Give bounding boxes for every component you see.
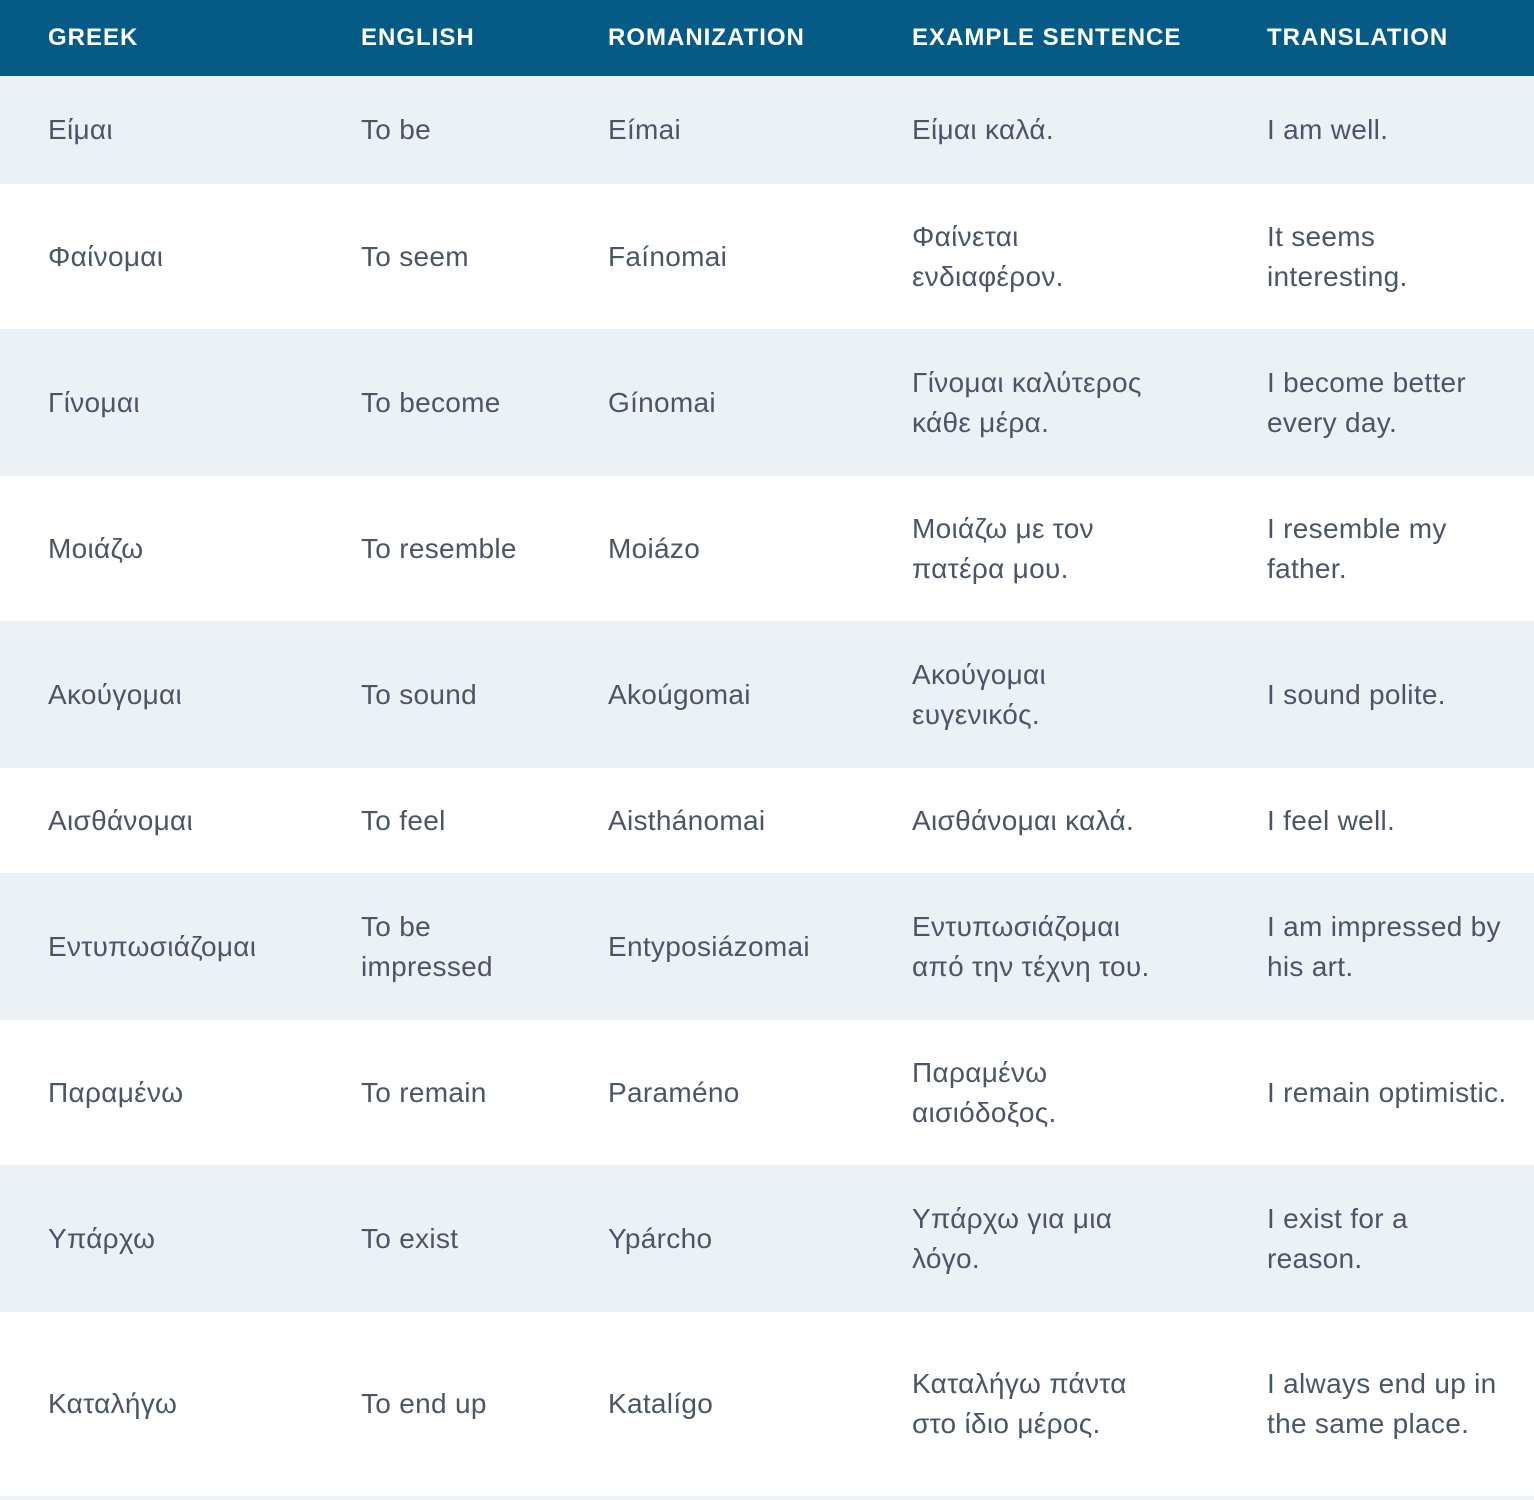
cell-translation: I remain optimistic. xyxy=(1267,1076,1507,1108)
cell-english: To be impressed xyxy=(361,910,493,982)
cell-english: To resemble xyxy=(361,532,517,564)
cell-greek: Αισθάνομαι xyxy=(48,804,194,836)
cell-translation: I am well. xyxy=(1267,114,1389,145)
cell-example: Είμαι καλά. xyxy=(912,114,1054,145)
table-row xyxy=(0,1020,1534,1165)
cell-english: To remain xyxy=(361,1076,487,1108)
table-bottom-border xyxy=(0,1496,1534,1500)
cell-greek: Υπάρχω xyxy=(48,1222,156,1254)
cell-romanization: Aisthánomai xyxy=(608,804,766,836)
cell-greek: Είμαι xyxy=(48,114,113,145)
cell-example: Φαίνεται ενδιαφέρον. xyxy=(912,220,1064,292)
cell-english: To become xyxy=(361,386,501,418)
cell-romanization: Katalígo xyxy=(608,1388,714,1419)
cell-translation: I always end up in the same place. xyxy=(1267,1368,1497,1439)
cell-romanization: Ypárcho xyxy=(608,1222,713,1254)
cell-translation: I am impressed by his art. xyxy=(1267,910,1501,982)
cell-example: Ακούγομαι ευγενικός. xyxy=(912,658,1047,730)
cell-greek: Ακούγομαι xyxy=(48,678,183,710)
table-row xyxy=(0,1165,1534,1312)
cell-romanization: Faínomai xyxy=(608,240,728,272)
table-row xyxy=(0,329,1534,476)
cell-romanization: Paraméno xyxy=(608,1076,740,1108)
header-example-sentence: EXAMPLE SENTENCE xyxy=(912,24,1182,51)
table-row xyxy=(0,621,1534,768)
cell-romanization: Gínomai xyxy=(608,386,716,418)
cell-example: Υπάρχω για μια λόγο. xyxy=(912,1202,1113,1274)
cell-romanization: Eímai xyxy=(608,114,682,145)
cell-greek: Καταλήγω xyxy=(48,1388,178,1419)
cell-romanization: Akoúgomai xyxy=(608,678,751,710)
cell-greek: Γίνομαι xyxy=(48,386,140,418)
table-row xyxy=(0,1312,1534,1496)
cell-greek: Παραμένω xyxy=(48,1076,184,1108)
cell-example: Γίνομαι καλύτερος κάθε μέρα. xyxy=(912,366,1142,438)
cell-greek: Εντυπωσιάζομαι xyxy=(48,930,257,962)
cell-translation: I resemble my father. xyxy=(1267,512,1447,584)
table-row xyxy=(0,873,1534,1020)
cell-english: To sound xyxy=(361,678,478,710)
cell-example: Παραμένω αισιόδοξος. xyxy=(912,1056,1057,1128)
table-header xyxy=(0,0,1534,76)
cell-greek: Μοιάζω xyxy=(48,532,144,564)
table-row xyxy=(0,476,1534,621)
cell-greek: Φαίνομαι xyxy=(48,240,164,272)
cell-translation: I become better every day. xyxy=(1267,366,1467,438)
cell-example: Καταλήγω πάντα στο ίδιο μέρος. xyxy=(912,1368,1127,1439)
cell-example: Μοιάζω με τον πατέρα μου. xyxy=(912,512,1094,584)
cell-english: To feel xyxy=(361,804,446,836)
table-row xyxy=(0,76,1534,184)
cell-translation: I exist for a reason. xyxy=(1267,1202,1408,1274)
header-greek: GREEK xyxy=(48,24,139,51)
cell-romanization: Moiázo xyxy=(608,532,701,564)
cell-english: To be xyxy=(361,114,431,145)
header-romanization: ROMANIZATION xyxy=(608,24,805,51)
table-row xyxy=(0,768,1534,873)
cell-romanization: Entyposiázomai xyxy=(608,930,810,962)
cell-translation: It seems interesting. xyxy=(1267,220,1408,292)
cell-english: To end up xyxy=(361,1388,487,1419)
cell-english: To exist xyxy=(361,1222,459,1254)
cell-example: Αισθάνομαι καλά. xyxy=(912,804,1135,836)
header-english: ENGLISH xyxy=(361,24,475,51)
cell-english: To seem xyxy=(361,240,469,272)
table-row xyxy=(0,184,1534,329)
cell-translation: I sound polite. xyxy=(1267,678,1446,710)
cell-translation: I feel well. xyxy=(1267,804,1396,836)
cell-example: Εντυπωσιάζομαι από την τέχνη του. xyxy=(912,910,1150,982)
header-translation: TRANSLATION xyxy=(1267,24,1449,51)
